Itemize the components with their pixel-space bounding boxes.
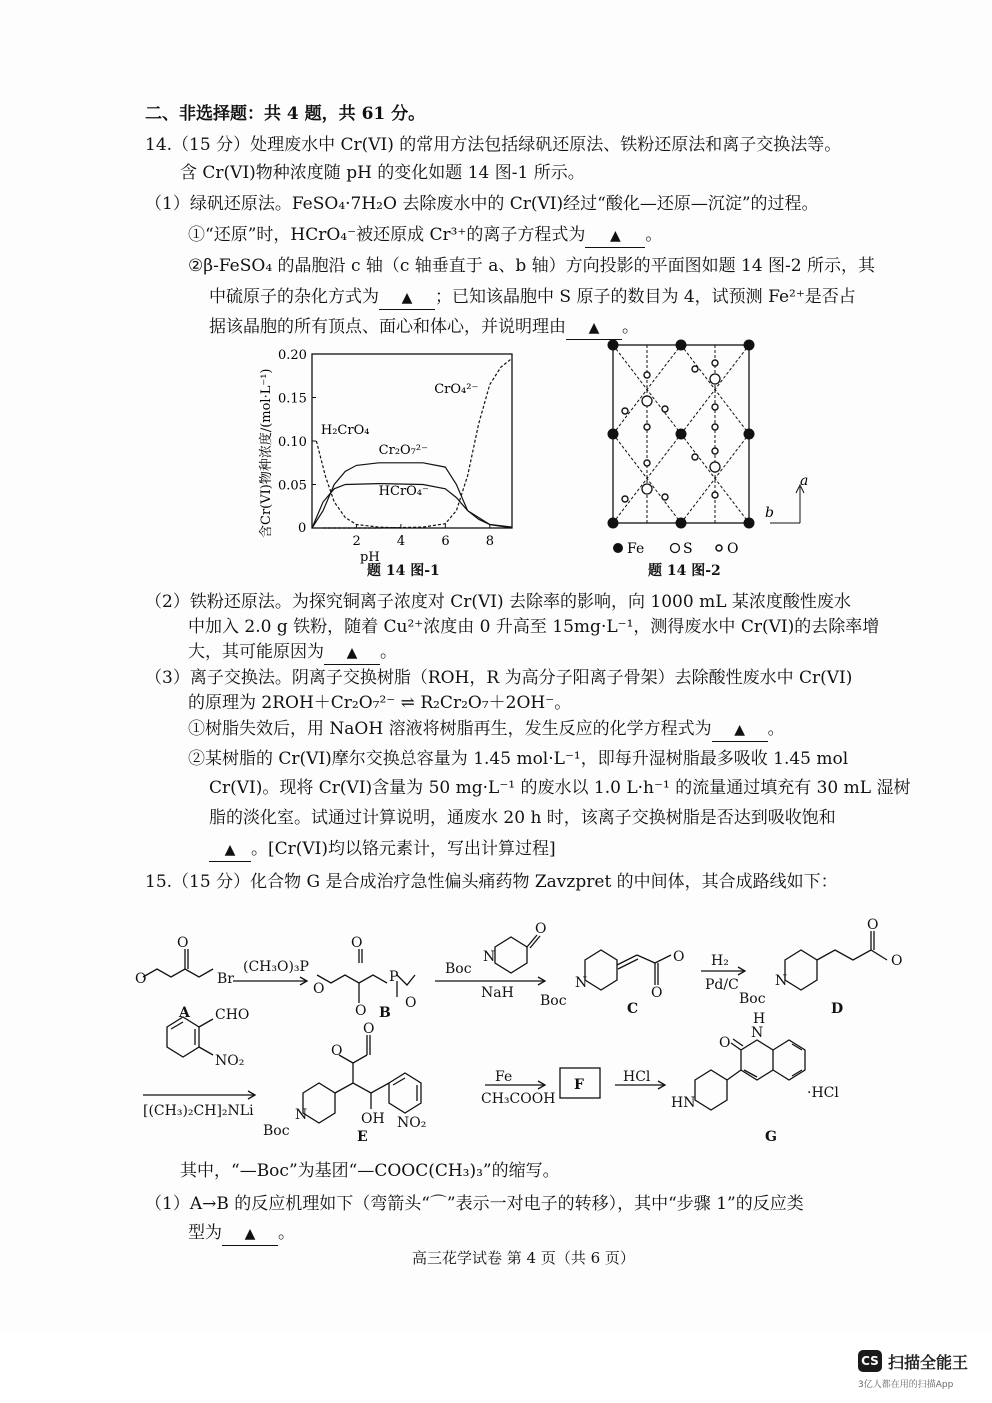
o-atom bbox=[712, 404, 718, 410]
o-atom bbox=[662, 494, 668, 500]
atom-h: H bbox=[753, 1011, 766, 1027]
atom-o: O bbox=[313, 981, 325, 997]
s-atom bbox=[642, 396, 652, 406]
s-atom bbox=[642, 484, 652, 494]
q14-part1-a-text: ①“还原”时，HCrO₄⁻被还原成 Cr³⁺的离子方程式为 bbox=[188, 225, 586, 245]
atom-o: O bbox=[891, 953, 903, 969]
fe-atom bbox=[608, 429, 619, 440]
q15-part1-2-text: 型为 bbox=[188, 1223, 222, 1243]
scanner-logo: CS bbox=[858, 1350, 882, 1372]
q14-part2-3: 大，其可能原因为 ▲ 。 bbox=[188, 641, 397, 665]
q15-part1-2: 型为 ▲ 。 bbox=[188, 1222, 295, 1246]
fe-atom bbox=[744, 429, 755, 440]
label-b: B bbox=[379, 1005, 391, 1021]
page-footer: 高三花学试卷 第 4 页（共 6 页） bbox=[412, 1249, 635, 1267]
chart-frame bbox=[312, 354, 512, 528]
legend-fe-label: Fe bbox=[627, 541, 645, 557]
fig-14-2-crystal bbox=[595, 335, 815, 560]
q15-part1-1: （1）A→B 的反应机理如下（弯箭头“⌒”表示一对电子的转移），其中“步骤 1”的反应类 bbox=[145, 1194, 804, 1214]
q14-part3-a: ①树脂失效后，用 NaOH 溶液将树脂再生，发生反应的化学方程式为 ▲ 。 bbox=[188, 718, 785, 742]
q14-part1: （1）绿矾还原法。FeSO₄·7H₂O 去除废水中的 Cr(VI)经过“酸化—还原—沉淀”的过程。 bbox=[145, 194, 819, 214]
atom-o: O bbox=[535, 921, 547, 937]
fig-14-2-caption: 题 14 图-2 bbox=[648, 563, 721, 579]
label-e: E bbox=[357, 1129, 368, 1145]
reagent-ef-top: Fe bbox=[495, 1069, 513, 1085]
label-a: A bbox=[179, 1005, 190, 1021]
y-tick-label: 0.10 bbox=[278, 435, 307, 450]
atom-o: O bbox=[355, 1003, 367, 1019]
atom-o: O bbox=[177, 935, 189, 951]
label-d: D bbox=[831, 1001, 844, 1017]
atom-o: O bbox=[331, 1043, 343, 1059]
atom-o: O bbox=[867, 917, 879, 933]
fe-atom bbox=[744, 518, 755, 529]
answer-blank[interactable] bbox=[379, 286, 435, 310]
atom-br: Br bbox=[217, 971, 234, 987]
synthesis-route bbox=[135, 905, 935, 1150]
answer-blank[interactable] bbox=[324, 641, 380, 665]
atom-boc: Boc bbox=[739, 991, 766, 1007]
s-atom bbox=[710, 374, 720, 384]
fe-atom bbox=[676, 429, 687, 440]
o-atom bbox=[662, 406, 668, 412]
atom-o: O bbox=[363, 1021, 375, 1037]
reagent-fg-top: HCl bbox=[623, 1069, 651, 1085]
atom-n: N bbox=[575, 975, 588, 991]
answer-mark: ▲ bbox=[244, 1226, 256, 1242]
q15-intro: 15.（15 分）化合物 G 是合成治疗急性偏头痛药物 Zavzpret 的中间体，其合成路线如下： bbox=[145, 872, 838, 892]
q15-note: 其中，“—Boc”为基团“—COOC(CH₃)₃”的缩写。 bbox=[180, 1161, 560, 1181]
q14-intro-1: 14.（15 分）处理废水中 Cr(VI) 的常用方法包括绿矾还原法、铁粉还原法和离子交换法等。 bbox=[145, 135, 842, 155]
answer-mark: ▲ bbox=[224, 842, 236, 858]
q14-part1-a: ①“还原”时，HCrO₄⁻被还原成 Cr³⁺的离子方程式为 ▲ 。 bbox=[188, 224, 662, 248]
reagent-ef-bottom: CH₃COOH bbox=[481, 1091, 556, 1107]
atom-boc: Boc bbox=[263, 1123, 290, 1139]
label-g: G bbox=[765, 1129, 777, 1145]
y-tick-label: 0.15 bbox=[278, 391, 307, 407]
atom-n: N bbox=[751, 1025, 764, 1041]
axis-b-label: b bbox=[765, 505, 774, 521]
y-tick-label: 0 bbox=[298, 521, 307, 536]
q14-part2-3-text: 大，其可能原因为 bbox=[188, 642, 324, 662]
series-label: H₂CrO₄ bbox=[320, 423, 370, 439]
fe-atom bbox=[608, 518, 619, 529]
legend-o-label: O bbox=[727, 541, 739, 557]
x-tick-label: 6 bbox=[441, 534, 450, 549]
q14-part1-b-2a: 中硫原子的杂化方式为 bbox=[209, 287, 379, 307]
atom-o: O bbox=[651, 985, 663, 1001]
atom-oh: OH bbox=[361, 1111, 385, 1127]
answer-blank[interactable] bbox=[222, 1222, 278, 1246]
scanner-name: 扫描全能王 bbox=[888, 1353, 969, 1372]
o-atom bbox=[692, 366, 698, 372]
atom-o: O bbox=[135, 971, 147, 987]
q14-intro-2: 含 Cr(VI)物种浓度随 pH 的变化如题 14 图-1 所示。 bbox=[180, 163, 585, 183]
label-f: F bbox=[574, 1077, 584, 1093]
reagent-cd-bottom: Pd/C bbox=[705, 977, 739, 993]
reagent-bc: NaH bbox=[481, 985, 514, 1001]
o-atom bbox=[692, 454, 698, 460]
legend-s-dot bbox=[671, 544, 680, 553]
o-atom bbox=[644, 372, 650, 378]
fe-atom bbox=[676, 340, 687, 351]
q14-part3-b-4 bbox=[209, 838, 556, 862]
fe-atom bbox=[744, 340, 755, 351]
o-atom bbox=[712, 360, 718, 366]
x-tick-label: 4 bbox=[396, 534, 406, 549]
atom-o: O bbox=[719, 1035, 731, 1051]
atom-n: N bbox=[295, 1107, 308, 1123]
series-label: HCrO₄⁻ bbox=[378, 483, 429, 499]
legend-fe-dot bbox=[613, 543, 623, 553]
o-atom bbox=[622, 408, 628, 414]
reagent-cd-top: H₂ bbox=[711, 953, 729, 969]
atom-o: O bbox=[405, 995, 417, 1011]
atom-o: O bbox=[673, 949, 685, 965]
q14-part3-b-1: ②某树脂的 Cr(VI)摩尔交换总容量为 1.45 mol·L⁻¹，即每升湿树脂最多吸收 1.45 mol bbox=[188, 749, 849, 769]
legend-o-dot bbox=[716, 545, 722, 551]
q14-part1-b-2 bbox=[209, 286, 856, 310]
fig-14-1-caption: 题 14 图-1 bbox=[367, 563, 440, 579]
x-tick-label: 2 bbox=[352, 534, 361, 549]
atom-n: N bbox=[483, 949, 496, 965]
answer-mark: ▲ bbox=[588, 320, 600, 336]
q14-part3-b-2: Cr(VI)。现将 Cr(VI)含量为 50 mg·L⁻¹ 的废水以 1.0 L·h⁻¹ 的流量通过填充有 30 mL 湿树 bbox=[209, 778, 911, 798]
q14-part3-1: （3）离子交换法。阴离子交换树脂（ROH，R 为高分子阳离子骨架）去除酸性废水中 Cr(VI) bbox=[145, 668, 853, 688]
q14-part1-b-3: 据该晶胞的所有顶点、面心和体心，并说明理由 ▲ 。 bbox=[209, 316, 639, 340]
reagent-de-no2: NO₂ bbox=[215, 1053, 245, 1069]
reagent-de-bottom: [(CH₃)₂CH]₂NLi bbox=[143, 1103, 254, 1119]
series-label: CrO₄²⁻ bbox=[434, 382, 479, 398]
answer-mark: ▲ bbox=[610, 228, 621, 244]
answer-blank[interactable] bbox=[209, 838, 251, 862]
atom-n: N bbox=[775, 973, 788, 989]
atom-boc: Boc bbox=[540, 993, 567, 1009]
o-atom bbox=[644, 424, 650, 430]
s-atom bbox=[710, 462, 720, 472]
label-c: C bbox=[627, 1001, 639, 1017]
q14-part3-b-4-text: 。[Cr(VI)均以铬元素计，写出计算过程] bbox=[251, 839, 556, 859]
answer-mark: ▲ bbox=[401, 290, 413, 306]
answer-blank[interactable] bbox=[712, 718, 768, 742]
q14-part1-b-3-text: 据该晶胞的所有顶点、面心和体心，并说明理由 bbox=[209, 317, 566, 337]
o-atom bbox=[712, 492, 718, 498]
q14-part3-a-text: ①树脂失效后，用 NaOH 溶液将树脂再生，发生反应的化学方程式为 bbox=[188, 719, 712, 739]
reagent-ab: (CH₃O)₃P bbox=[243, 959, 309, 975]
x-tick-label: 8 bbox=[485, 534, 495, 549]
atom-hn: HN bbox=[671, 1095, 696, 1111]
fig-14-1-chart bbox=[250, 340, 520, 580]
fe-atom bbox=[676, 518, 687, 529]
o-atom bbox=[712, 424, 718, 430]
answer-mark: ▲ bbox=[346, 645, 358, 661]
fe-atom bbox=[608, 340, 619, 351]
axis-a-label: a bbox=[800, 473, 809, 489]
answer-blank[interactable] bbox=[585, 224, 645, 248]
answer-mark: ▲ bbox=[734, 722, 745, 738]
reagent-de-cho: CHO bbox=[215, 1007, 250, 1023]
y-tick-label: 0.05 bbox=[278, 478, 307, 494]
q14-part3-b-3: 脂的淡化室。试通过计算说明，通废水 20 h 时，该离子交换树脂是否达到吸收饱和 bbox=[209, 808, 836, 828]
o-atom bbox=[644, 460, 650, 466]
atom-no2: NO₂ bbox=[397, 1115, 427, 1131]
section-title: 二、非选择题：共 4 题，共 61 分。 bbox=[145, 104, 426, 124]
q14-part2-2: 中加入 2.0 g 铁粉，随着 Cu²⁺浓度由 0 升高至 15mg·L⁻¹，测得废水中 Cr(VI)的去除率增 bbox=[188, 617, 880, 637]
q14-part1-b-2b: ；已知该晶胞中 S 原子的数目为 4，试预测 Fe²⁺是否占 bbox=[435, 287, 856, 307]
legend-s-label: S bbox=[683, 541, 693, 557]
o-atom bbox=[712, 448, 718, 454]
y-tick-label: 0.20 bbox=[278, 348, 307, 363]
atom-hcl: ·HCl bbox=[807, 1085, 839, 1101]
atom-boc: Boc bbox=[445, 961, 472, 977]
scanner-tagline: 3亿人都在用的扫描App bbox=[858, 1380, 954, 1390]
q14-part3-2: 的原理为 2ROH＋Cr₂O₇²⁻ ⇌ R₂Cr₂O₇＋2OH⁻。 bbox=[188, 693, 572, 713]
q14-part1-b-1: ②β-FeSO₄ 的晶胞沿 c 轴（c 轴垂直于 a、b 轴）方向投影的平面图如题 14 图-2 所示，其 bbox=[188, 256, 876, 276]
series-label: Cr₂O₇²⁻ bbox=[378, 443, 428, 459]
atom-p: P bbox=[389, 969, 399, 985]
atom-o: O bbox=[351, 935, 363, 951]
y-axis-label: 含Cr(VI)物种浓度/(mol·L⁻¹) bbox=[259, 368, 274, 538]
q14-part2-1: （2）铁粉还原法。为探究铜离子浓度对 Cr(VI) 去除率的影响，向 1000 mL 某浓度酸性废水 bbox=[145, 592, 851, 612]
x-axis-label: pH bbox=[360, 550, 380, 565]
axis-arrows bbox=[770, 487, 800, 523]
o-atom bbox=[622, 496, 628, 502]
